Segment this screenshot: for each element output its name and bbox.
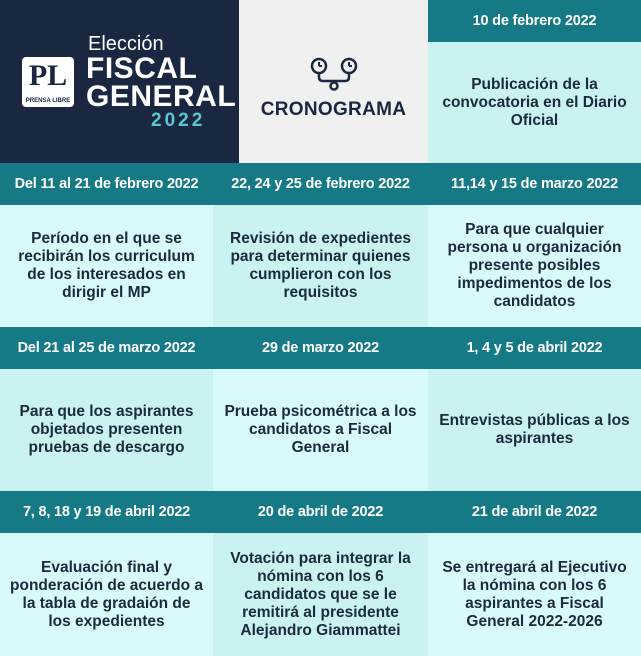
event-description: Para que cualquier persona u organización presente posibles impedimentos de los candidatos [428,205,641,327]
election-label: Elección [88,33,164,55]
event-date: Del 21 al 25 de marzo 2022 [0,327,213,369]
event-description: Para que los aspirantes objetados presenten pruebas de descargo [0,369,213,491]
prensa-libre-logo [22,57,74,107]
event-description: Entrevistas públicas a los aspirantes [428,369,641,491]
event-date: 10 de febrero 2022 [428,0,641,42]
logo-text: PL [28,59,68,92]
event-description: Revisión de expedientes para determinar quienes cumplieron con los requisitos [213,205,428,327]
title-fiscal: FISCAL [86,52,198,85]
event-description: Se entregará al Ejecutivo la nómina con los 6 aspirantes a Fiscal General 2022-2026 [428,533,641,656]
event-date: 20 de abril de 2022 [213,491,428,533]
event-date: 22, 24 y 25 de febrero 2022 [213,163,428,205]
event-date: 11,14 y 15 de marzo 2022 [428,163,641,205]
event-date: 21 de abril de 2022 [428,491,641,533]
title-general: GENERAL [86,80,237,113]
event-description: Prueba psicométrica a los candidatos a Fiscal General [213,369,428,491]
event-description: Período en el que se recibirán los curriculum de los interesados en dirigir el MP [0,205,213,327]
event-description: Votación para integrar la nómina con los 6 candidatos que se le remitirá al presidente Alejandro Giammattei [213,533,428,656]
cronograma-block [239,0,428,163]
event-date: 7, 8, 18 y 19 de abril 2022 [0,491,213,533]
section-title: CRONOGRAMA [260,98,407,120]
logo-subtext: PRENSA LIBRE [25,98,71,104]
event-date: Del 11 al 21 de febrero 2022 [0,163,213,205]
event-description: Evaluación final y ponderación de acuerdo a la tabla de gradaión de los expedientes [0,533,213,656]
timeline-icon [308,57,360,91]
title-year: 2022 [151,110,206,131]
event-date: 29 de marzo 2022 [213,327,428,369]
event-description: Publicación de la convocatoria en el Diario Oficial [428,42,641,163]
title-block [0,0,239,163]
event-date: 1, 4 y 5 de abril 2022 [428,327,641,369]
